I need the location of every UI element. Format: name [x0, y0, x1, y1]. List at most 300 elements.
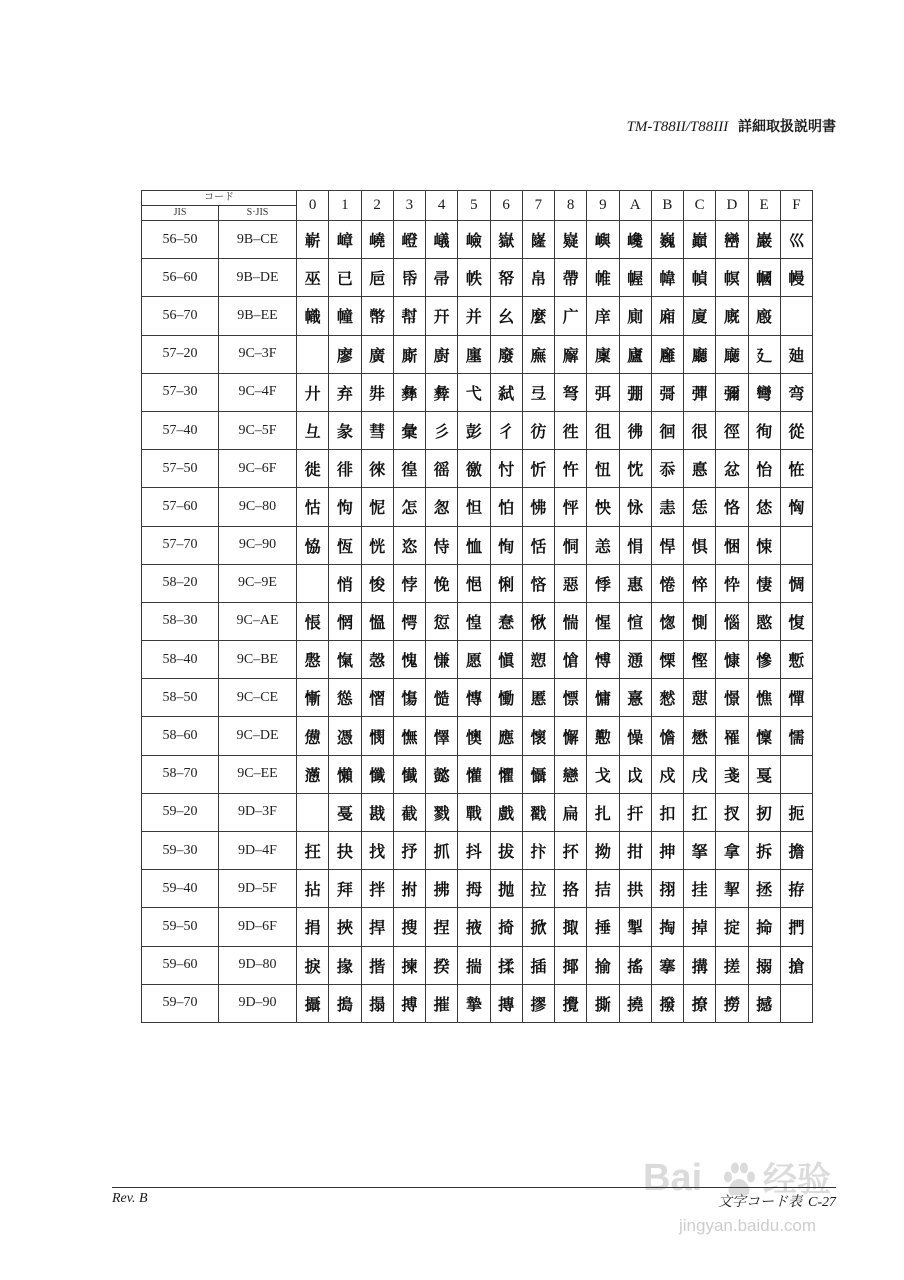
jis-code-cell: 58–50	[142, 679, 219, 717]
char-cell: 攝	[297, 984, 329, 1022]
char-cell: 巓	[684, 221, 716, 259]
char-cell: 搗	[329, 984, 361, 1022]
column-header: 0	[297, 191, 329, 221]
char-cell: 忻	[522, 450, 554, 488]
char-cell: 愀	[522, 602, 554, 640]
char-cell: 懣	[297, 755, 329, 793]
table-row	[142, 755, 813, 793]
char-cell: 弃	[329, 373, 361, 411]
table-row	[142, 564, 813, 602]
char-cell: 懌	[426, 717, 458, 755]
column-header: 9	[587, 191, 619, 221]
char-cell: 廬	[619, 335, 651, 373]
char-cell: 慙	[780, 641, 812, 679]
column-header: 1	[329, 191, 361, 221]
char-cell	[780, 755, 812, 793]
char-cell: 揩	[361, 946, 393, 984]
char-cell: 帷	[587, 259, 619, 297]
char-cell: 弋	[458, 373, 490, 411]
page-header	[627, 116, 836, 136]
char-cell: 慓	[555, 679, 587, 717]
char-cell: 愾	[329, 641, 361, 679]
char-cell: 扼	[780, 793, 812, 831]
column-header: A	[619, 191, 651, 221]
jis-header: JIS	[142, 206, 219, 221]
char-cell: 恷	[748, 488, 780, 526]
char-cell: 巉	[619, 221, 651, 259]
char-cell: 掎	[490, 908, 522, 946]
table-header	[142, 191, 813, 221]
char-cell: 憮	[393, 717, 425, 755]
table-row	[142, 641, 813, 679]
char-cell: 愴	[555, 641, 587, 679]
char-cell: 搴	[651, 946, 683, 984]
jis-code-cell: 59–50	[142, 908, 219, 946]
char-cell: 很	[684, 411, 716, 449]
char-cell: 摧	[426, 984, 458, 1022]
code-table-body	[142, 221, 813, 1023]
char-cell: 抂	[297, 832, 329, 870]
column-header: 6	[490, 191, 522, 221]
char-cell: 徑	[716, 411, 748, 449]
char-cell: 懴	[393, 755, 425, 793]
char-cell: 懼	[490, 755, 522, 793]
char-cell: 搖	[619, 946, 651, 984]
char-cell: 廢	[490, 335, 522, 373]
char-cell: 戡	[361, 793, 393, 831]
char-cell: 嶷	[555, 221, 587, 259]
char-cell: 嶂	[329, 221, 361, 259]
table-row	[142, 297, 813, 335]
character-code-table	[141, 190, 813, 1023]
table-row	[142, 717, 813, 755]
char-cell: 搓	[716, 946, 748, 984]
char-cell: 弭	[587, 373, 619, 411]
char-cell: 抓	[426, 832, 458, 870]
char-cell: 廐	[716, 297, 748, 335]
footer-page-label	[718, 1191, 836, 1211]
footer-section-label: 文字コード表	[718, 1195, 802, 1210]
sjis-code-cell: 9B–EE	[219, 297, 297, 335]
column-header: E	[748, 191, 780, 221]
char-cell: 弖	[522, 373, 554, 411]
char-cell: 帋	[393, 259, 425, 297]
char-cell: 慫	[329, 679, 361, 717]
char-cell: 愨	[361, 641, 393, 679]
char-cell: 悍	[651, 526, 683, 564]
char-cell: 弯	[780, 373, 812, 411]
char-cell	[780, 526, 812, 564]
char-cell: 帶	[555, 259, 587, 297]
char-cell: 惡	[555, 564, 587, 602]
char-cell: 抒	[393, 832, 425, 870]
char-cell: 幺	[490, 297, 522, 335]
char-cell: 拌	[361, 870, 393, 908]
char-cell: 悒	[458, 564, 490, 602]
table-row	[142, 259, 813, 297]
char-cell: 慷	[716, 641, 748, 679]
char-cell: 拏	[684, 832, 716, 870]
jis-code-cell: 57–30	[142, 373, 219, 411]
char-cell: 悧	[490, 564, 522, 602]
table-row	[142, 488, 813, 526]
char-cell: 恂	[490, 526, 522, 564]
char-cell: 慍	[361, 602, 393, 640]
char-cell: 怏	[587, 488, 619, 526]
char-cell: 愽	[587, 641, 619, 679]
char-cell: 憬	[716, 679, 748, 717]
jis-code-cell: 58–60	[142, 717, 219, 755]
char-cell: 掣	[619, 908, 651, 946]
char-cell: 憚	[780, 679, 812, 717]
char-cell: 拊	[393, 870, 425, 908]
char-cell: 戮	[426, 793, 458, 831]
char-cell: 廈	[684, 297, 716, 335]
char-cell: 掾	[329, 946, 361, 984]
char-cell: 悛	[361, 564, 393, 602]
char-cell: 忿	[716, 450, 748, 488]
char-cell: 掟	[716, 908, 748, 946]
char-cell: 慄	[651, 641, 683, 679]
char-cell	[780, 297, 812, 335]
char-cell: 捩	[297, 946, 329, 984]
char-cell: 徭	[426, 450, 458, 488]
table-row	[142, 679, 813, 717]
char-cell: 撥	[651, 984, 683, 1022]
char-cell: 扣	[651, 793, 683, 831]
char-cell: 找	[361, 832, 393, 870]
char-cell: 彭	[458, 411, 490, 449]
char-cell: 惠	[619, 564, 651, 602]
jis-code-cell: 57–50	[142, 450, 219, 488]
jis-code-cell: 59–30	[142, 832, 219, 870]
char-cell: 撓	[619, 984, 651, 1022]
char-cell: 戍	[651, 755, 683, 793]
char-cell: 懋	[684, 717, 716, 755]
column-header: D	[716, 191, 748, 221]
char-cell: 憔	[748, 679, 780, 717]
sjis-code-cell: 9D–6F	[219, 908, 297, 946]
char-cell: 捫	[780, 908, 812, 946]
char-cell: 巒	[716, 221, 748, 259]
char-cell: 廂	[651, 297, 683, 335]
jis-code-cell: 56–70	[142, 297, 219, 335]
char-cell: 廱	[651, 335, 683, 373]
table-row	[142, 793, 813, 831]
char-cell: 扎	[587, 793, 619, 831]
char-cell: 揶	[555, 946, 587, 984]
char-cell: 悽	[748, 564, 780, 602]
char-cell: 摶	[490, 984, 522, 1022]
char-cell: 應	[490, 717, 522, 755]
char-cell: 憫	[361, 717, 393, 755]
char-cell: 悚	[748, 526, 780, 564]
char-cell: 抛	[490, 870, 522, 908]
jis-code-cell: 57–70	[142, 526, 219, 564]
char-cell: 嶄	[297, 221, 329, 259]
char-cell: 恫	[555, 526, 587, 564]
char-cell: 懶	[329, 755, 361, 793]
char-cell: 怩	[361, 488, 393, 526]
table-row	[142, 832, 813, 870]
sjis-code-cell: 9B–DE	[219, 259, 297, 297]
table-row	[142, 984, 813, 1022]
watermark-brand: Bai	[643, 1157, 703, 1199]
char-cell: 擔	[780, 832, 812, 870]
char-cell: 弑	[490, 373, 522, 411]
jis-code-cell: 59–70	[142, 984, 219, 1022]
char-cell: 愿	[458, 641, 490, 679]
char-cell: 憇	[684, 679, 716, 717]
char-cell: 扨	[748, 793, 780, 831]
char-cell: 巵	[361, 259, 393, 297]
char-cell: 怕	[490, 488, 522, 526]
char-cell: 廴	[748, 335, 780, 373]
char-cell: 忖	[490, 450, 522, 488]
char-cell: 掫	[555, 908, 587, 946]
char-cell: 忝	[651, 450, 683, 488]
char-cell: 巛	[780, 221, 812, 259]
char-cell: 撼	[748, 984, 780, 1022]
char-cell: 揉	[490, 946, 522, 984]
char-cell: 慳	[684, 641, 716, 679]
char-cell: 拯	[748, 870, 780, 908]
sjis-code-cell: 9D–80	[219, 946, 297, 984]
char-cell: 徇	[748, 411, 780, 449]
char-cell: 拉	[522, 870, 554, 908]
sjis-code-cell: 9C–DE	[219, 717, 297, 755]
char-cell: 慝	[522, 679, 554, 717]
sjis-header: S·JIS	[219, 206, 297, 221]
char-cell: 徃	[555, 411, 587, 449]
char-cell: 揣	[458, 946, 490, 984]
char-cell: 怎	[393, 488, 425, 526]
char-cell: 巫	[297, 259, 329, 297]
sjis-code-cell: 9C–6F	[219, 450, 297, 488]
sjis-code-cell: 9C–CE	[219, 679, 297, 717]
char-cell: 攪	[555, 984, 587, 1022]
char-cell: 恟	[780, 488, 812, 526]
watermark-brand-suffix: 经验	[763, 1160, 831, 1200]
char-cell: 幔	[780, 259, 812, 297]
char-cell: 扞	[619, 793, 651, 831]
jis-code-cell: 58–30	[142, 602, 219, 640]
char-cell: 庠	[587, 297, 619, 335]
char-cell: 拔	[490, 832, 522, 870]
char-cell: 廰	[716, 335, 748, 373]
header-row	[142, 191, 813, 206]
char-cell: 恃	[426, 526, 458, 564]
char-cell: 戲	[490, 793, 522, 831]
jis-code-cell: 59–20	[142, 793, 219, 831]
char-cell: 挌	[555, 870, 587, 908]
char-cell: 惆	[780, 564, 812, 602]
table-row	[142, 908, 813, 946]
char-cell: 截	[393, 793, 425, 831]
char-cell: 彎	[748, 373, 780, 411]
char-cell: 怐	[329, 488, 361, 526]
char-cell: 搏	[393, 984, 425, 1022]
char-cell: 懾	[522, 755, 554, 793]
jis-code-cell: 57–40	[142, 411, 219, 449]
char-cell: 悳	[684, 450, 716, 488]
char-cell: 徙	[297, 450, 329, 488]
char-cell: 插	[522, 946, 554, 984]
char-cell: 戌	[684, 755, 716, 793]
char-cell: 拗	[587, 832, 619, 870]
char-cell: 愼	[490, 641, 522, 679]
char-cell: 懆	[619, 717, 651, 755]
char-cell: 揀	[393, 946, 425, 984]
table-row	[142, 602, 813, 640]
char-cell: 悖	[393, 564, 425, 602]
char-cell: 憙	[619, 679, 651, 717]
char-cell: 愍	[748, 602, 780, 640]
jis-code-cell: 56–50	[142, 221, 219, 259]
char-cell: 弉	[361, 373, 393, 411]
char-cell: 揄	[587, 946, 619, 984]
char-cell: 已	[329, 259, 361, 297]
char-cell: 惧	[684, 526, 716, 564]
char-cell: 慊	[426, 641, 458, 679]
char-cell: 悃	[716, 526, 748, 564]
char-cell: 拜	[329, 870, 361, 908]
char-cell: 慟	[490, 679, 522, 717]
char-cell: 抔	[555, 832, 587, 870]
char-cell: 惘	[329, 602, 361, 640]
char-cell: 慥	[426, 679, 458, 717]
sjis-code-cell: 9C–AE	[219, 602, 297, 640]
table-row	[142, 946, 813, 984]
char-cell: 慘	[748, 641, 780, 679]
page-number: C-27	[808, 1195, 836, 1210]
char-cell: 幀	[684, 259, 716, 297]
char-cell: 慚	[297, 679, 329, 717]
column-header: 3	[393, 191, 425, 221]
char-cell: 恆	[329, 526, 361, 564]
char-cell: 搆	[684, 946, 716, 984]
char-cell: 挾	[329, 908, 361, 946]
char-cell: 彿	[619, 411, 651, 449]
char-cell: 摎	[522, 984, 554, 1022]
char-cell: 彝	[393, 373, 425, 411]
char-cell: 帑	[490, 259, 522, 297]
char-cell: 彖	[329, 411, 361, 449]
char-cell: 廨	[555, 335, 587, 373]
char-cell: 惶	[458, 602, 490, 640]
sjis-code-cell: 9C–EE	[219, 755, 297, 793]
char-cell: 懊	[458, 717, 490, 755]
char-cell: 幃	[651, 259, 683, 297]
char-cell: 廚	[426, 335, 458, 373]
table-row	[142, 526, 813, 564]
char-cell: 恤	[458, 526, 490, 564]
char-cell: 懷	[522, 717, 554, 755]
char-cell: 徼	[458, 450, 490, 488]
char-cell: 忰	[716, 564, 748, 602]
char-cell: 惺	[587, 602, 619, 640]
char-cell: 幄	[619, 259, 651, 297]
char-cell: 拇	[458, 870, 490, 908]
char-cell: 戔	[716, 755, 748, 793]
char-cell: 悵	[297, 602, 329, 640]
char-cell: 掉	[684, 908, 716, 946]
char-cell: 惷	[490, 602, 522, 640]
char-cell: 惴	[555, 602, 587, 640]
char-cell	[780, 984, 812, 1022]
char-cell: 愡	[651, 602, 683, 640]
column-header: 5	[458, 191, 490, 221]
char-cell: 愎	[780, 602, 812, 640]
char-cell: 幇	[393, 297, 425, 335]
char-cell: 拆	[748, 832, 780, 870]
char-cell: 帚	[426, 259, 458, 297]
char-cell: 戰	[458, 793, 490, 831]
char-cell: 搜	[393, 908, 425, 946]
char-cell: 怛	[458, 488, 490, 526]
char-cell: 廳	[684, 335, 716, 373]
char-cell: 廁	[619, 297, 651, 335]
column-header: F	[780, 191, 812, 221]
char-cell: 掖	[458, 908, 490, 946]
char-cell: 恬	[522, 526, 554, 564]
char-cell: 恠	[780, 450, 812, 488]
char-cell: 扁	[555, 793, 587, 831]
char-cell: 拂	[426, 870, 458, 908]
sjis-code-cell: 9D–3F	[219, 793, 297, 831]
char-cell: 幟	[297, 297, 329, 335]
char-cell: 慱	[458, 679, 490, 717]
char-cell: 廡	[522, 335, 554, 373]
char-cell: 拮	[587, 870, 619, 908]
sjis-code-cell: 9C–90	[219, 526, 297, 564]
char-cell: 憺	[651, 717, 683, 755]
char-cell: 廣	[361, 335, 393, 373]
char-cell: 忤	[555, 450, 587, 488]
table-row	[142, 450, 813, 488]
char-cell: 徘	[329, 450, 361, 488]
char-cell: 恙	[587, 526, 619, 564]
char-cell: 揆	[426, 946, 458, 984]
char-cell: 愬	[522, 641, 554, 679]
code-header: コード	[142, 191, 297, 206]
char-cell: 惱	[716, 602, 748, 640]
char-cell: 抻	[651, 832, 683, 870]
char-cell: 懈	[555, 717, 587, 755]
jis-code-cell: 56–60	[142, 259, 219, 297]
char-cell: 懃	[587, 717, 619, 755]
char-cell: 帛	[522, 259, 554, 297]
char-cell: 悄	[329, 564, 361, 602]
column-header: B	[651, 191, 683, 221]
char-cell: 惓	[651, 564, 683, 602]
char-cell: 罹	[716, 717, 748, 755]
char-cell: 广	[555, 297, 587, 335]
char-cell: 扛	[684, 793, 716, 831]
char-cell: 戉	[619, 755, 651, 793]
char-cell: 恪	[716, 488, 748, 526]
watermark-url: jingyan.baidu.com	[679, 1216, 817, 1235]
jis-code-cell: 57–20	[142, 335, 219, 373]
char-cell: 搨	[361, 984, 393, 1022]
sjis-code-cell: 9D–90	[219, 984, 297, 1022]
char-cell: 惻	[684, 602, 716, 640]
char-cell: 拱	[619, 870, 651, 908]
char-cell: 懦	[780, 717, 812, 755]
char-cell: 搦	[748, 946, 780, 984]
char-cell: 嶮	[458, 221, 490, 259]
char-cell: 挈	[716, 870, 748, 908]
